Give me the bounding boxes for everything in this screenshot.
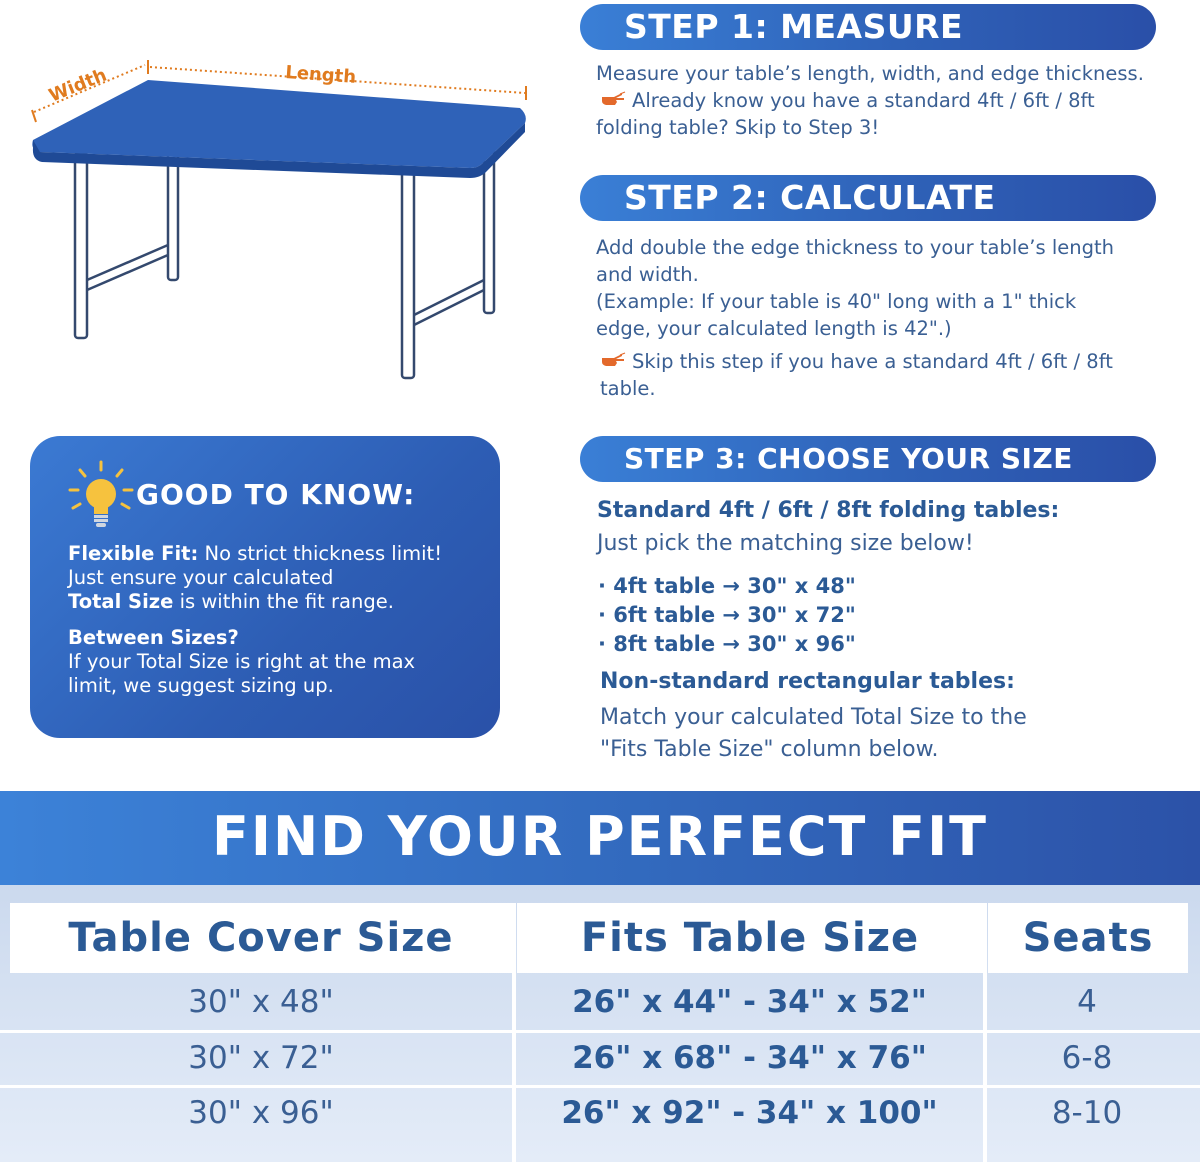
table-cell-fits-size: 26" x 68" - 34" x 76" — [572, 1040, 927, 1076]
list-item: · 6ft table → 30" x 72" — [598, 603, 856, 627]
size-chart-table — [0, 885, 1200, 1162]
table-cell-seats: 8-10 — [1051, 1095, 1123, 1131]
step-2-line: and width. — [596, 263, 699, 286]
list-item: · 8ft table → 30" x 96" — [598, 632, 856, 656]
nonstandard-tables-heading: Non-standard rectangular tables: — [600, 669, 1015, 694]
list-item: · 4ft table → 30" x 48" — [598, 574, 856, 598]
step-2-title: STEP 2: CALCULATE — [580, 175, 1156, 221]
step-1-line: Already know you have a standard 4ft / 6ft / 8ft — [596, 87, 1176, 114]
step-2-line: Skip this step if you have a standard 4ft / 6ft / 8ft — [596, 348, 1176, 375]
step-2-line: edge, your calculated length is 42".) — [596, 317, 952, 340]
step-2-body — [596, 234, 1176, 402]
table-cell-cover-size: 30" x 48" — [188, 983, 334, 1020]
table-cell-cover-size: 30" x 96" — [188, 1095, 334, 1131]
column-header-fits-size: Fits Table Size — [517, 903, 983, 973]
column-header-cover-size: Table Cover Size — [10, 903, 512, 973]
banner-title: FIND YOUR PERFECT FIT — [211, 805, 988, 868]
standard-sizes-list — [598, 572, 856, 659]
good-to-know-title: GOOD TO KNOW: — [136, 478, 416, 511]
standard-tables-subtext: Just pick the matching size below! — [597, 531, 974, 556]
table-cell-seats: 6-8 — [1061, 1040, 1113, 1076]
lightbulb-icon — [60, 456, 142, 536]
table-cell-fits-size: 26" x 44" - 34" x 52" — [572, 983, 927, 1020]
column-header-seats: Seats — [988, 903, 1188, 973]
nonstandard-tables-text: Match your calculated Total Size to the "Fits Table Size" column below. — [600, 705, 1027, 762]
step-3-title: STEP 3: CHOOSE YOUR SIZE — [580, 436, 1156, 482]
step-1-line: folding table? Skip to Step 3! — [596, 116, 880, 139]
length-label: Length — [284, 62, 357, 88]
step-2-line: Add double the edge thickness to your table’s length — [596, 236, 1114, 259]
width-label: Width — [46, 64, 110, 107]
good-to-know-panel — [30, 436, 500, 738]
step-1-body — [596, 60, 1176, 141]
pointing-hand-icon — [600, 352, 626, 370]
step-2-line: table. — [600, 377, 656, 400]
table-cell-seats: 4 — [1077, 983, 1097, 1020]
good-to-know-body: Flexible Fit: No strict thickness limit! Just ensure your calculated Total Size is within the fit range. Between Sizes? If your Total Size is right at the max limit, we suggest sizing up. — [68, 542, 443, 697]
folding-table-illustration — [20, 40, 560, 390]
table-cell-cover-size: 30" x 72" — [188, 1040, 334, 1076]
table-cell-fits-size: 26" x 92" - 34" x 100" — [561, 1095, 938, 1131]
step-2-line: (Example: If your table is 40" long with a 1" thick — [596, 290, 1077, 313]
step-1-line: Measure your table’s length, width, and edge thickness. — [596, 62, 1144, 85]
perfect-fit-banner — [0, 791, 1200, 885]
step-1-title: STEP 1: MEASURE — [580, 4, 1156, 50]
pointing-hand-icon — [600, 91, 626, 109]
standard-tables-heading: Standard 4ft / 6ft / 8ft folding tables: — [597, 498, 1060, 523]
